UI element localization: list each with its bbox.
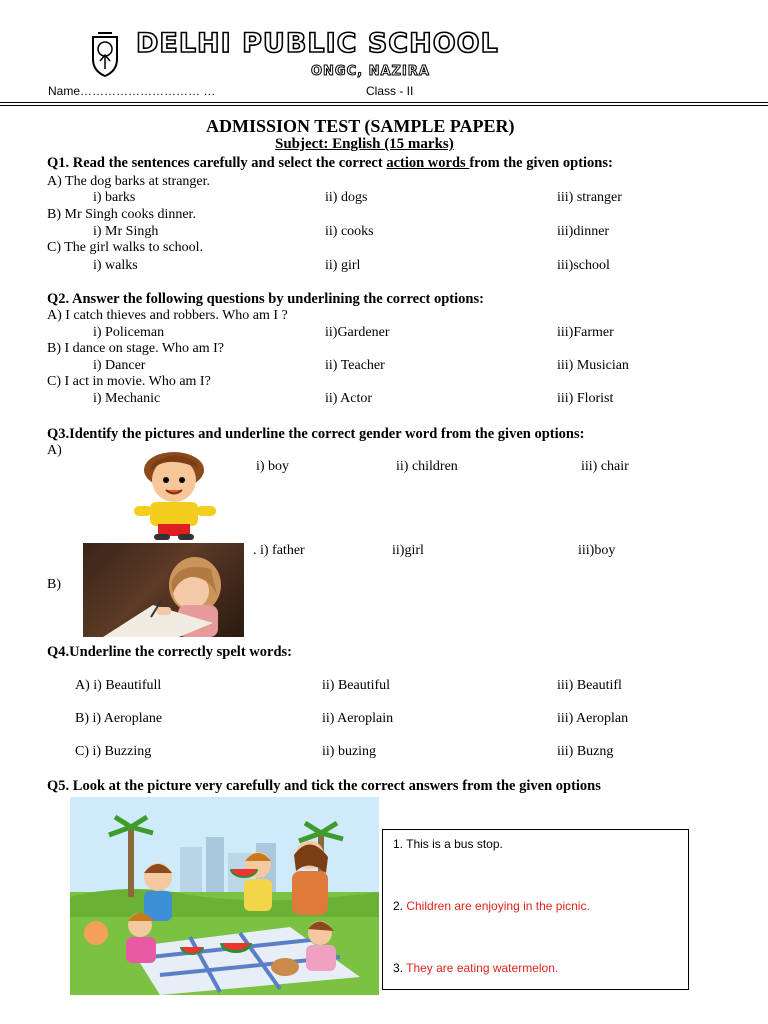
q3-prompt: Q3.Identify the pictures and underline the correct gender word from the given options:: [47, 426, 585, 442]
q4-c-option-1[interactable]: C) i) Buzzing: [75, 744, 152, 759]
name-field: Name………………………… …: [48, 84, 216, 98]
q2-a-option-3[interactable]: iii)Farmer: [557, 325, 614, 340]
q4-c-option-2[interactable]: ii) buzing: [322, 744, 377, 759]
q3-b-option-1[interactable]: . i) father: [253, 543, 305, 558]
q5-answer-1-text: This is a bus stop.: [406, 837, 503, 851]
q1-prompt-start: Q1. Read the sentences carefully and select the correct: [47, 155, 387, 171]
q2-sentence-c: C) I act in movie. Who am I?: [47, 374, 211, 389]
q5-answer-1-number: 1.: [393, 837, 407, 851]
q5-answer-2[interactable]: [393, 899, 590, 913]
q2-a-option-1[interactable]: i) Policeman: [93, 325, 165, 340]
header-rule-2: [0, 105, 768, 106]
q5-answer-2-number: 2.: [393, 899, 407, 913]
school-logo-icon: [90, 31, 120, 77]
q5-answer-3-text: They are eating watermelon.: [406, 961, 559, 975]
girl-picture: [83, 543, 244, 637]
q1-a-option-3[interactable]: iii) stranger: [557, 190, 622, 205]
q4-c-option-3[interactable]: iii) Buzng: [557, 744, 614, 759]
q2-b-option-1[interactable]: i) Dancer: [93, 358, 146, 373]
q5-prompt: Q5. Look at the picture very carefully and tick the correct answers from the given options: [47, 778, 601, 794]
q4-prompt: Q4.Underline the correctly spelt words:: [47, 644, 292, 660]
q4-a-option-1[interactable]: A) i) Beautifull: [75, 678, 162, 693]
q1-a-option-1[interactable]: i) barks: [93, 190, 136, 205]
page-title: ADMISSION TEST (SAMPLE PAPER): [206, 116, 515, 136]
q2-b-option-2[interactable]: ii) Teacher: [325, 358, 385, 373]
q1-c-option-3[interactable]: iii)school: [557, 258, 610, 273]
header-rule: [0, 102, 768, 103]
school-branch: ONGC, NAZIRA: [311, 64, 430, 79]
q2-c-option-1[interactable]: i) Mechanic: [93, 391, 161, 406]
q2-a-option-2[interactable]: ii)Gardener: [325, 325, 390, 340]
q2-b-option-3[interactable]: iii) Musician: [557, 358, 629, 373]
class-field: Class - II: [366, 84, 414, 98]
q5-answer-2-text: Children are enjoying in the picnic.: [406, 899, 590, 913]
boy-picture: [124, 450, 236, 542]
q4-a-option-3[interactable]: iii) Beautifl: [557, 678, 622, 693]
q1-prompt-end: from the given options:: [469, 155, 613, 171]
q2-sentence-b: B) I dance on stage. Who am I?: [47, 341, 225, 356]
q3-a-option-1[interactable]: i) boy: [256, 459, 290, 474]
q1-prompt: [47, 155, 613, 172]
q4-b-option-3[interactable]: iii) Aeroplan: [557, 711, 629, 726]
school-name: DELHI PUBLIC SCHOOL: [136, 28, 499, 59]
q4-a-option-2[interactable]: ii) Beautiful: [322, 678, 391, 693]
subject-line: Subject: English (15 marks): [275, 136, 454, 152]
q5-answer-3-number: 3.: [393, 961, 407, 975]
q1-a-option-2[interactable]: ii) dogs: [325, 190, 368, 205]
q3-a-option-3[interactable]: iii) chair: [581, 459, 629, 474]
q1-sentence-a: A) The dog barks at stranger.: [47, 174, 211, 189]
q5-answer-1[interactable]: [393, 837, 503, 851]
q5-answer-3[interactable]: [393, 961, 558, 975]
q3-b-option-2[interactable]: ii)girl: [392, 543, 424, 558]
q1-prompt-underlined: action words: [386, 155, 470, 171]
q1-c-option-1[interactable]: i) walks: [93, 258, 138, 273]
q1-b-option-2[interactable]: ii) cooks: [325, 224, 374, 239]
q2-c-option-2[interactable]: ii) Actor: [325, 391, 373, 406]
q2-c-option-3[interactable]: iii) Florist: [557, 391, 614, 406]
q1-b-option-3[interactable]: iii)dinner: [557, 224, 610, 239]
q3-a-option-2[interactable]: ii) children: [396, 459, 458, 474]
q1-c-option-2[interactable]: ii) girl: [325, 258, 361, 273]
q2-prompt: Q2. Answer the following questions by underlining the correct options:: [47, 291, 484, 307]
picnic-picture: [70, 797, 379, 995]
q3-label-b: B): [47, 577, 61, 592]
q3-b-option-3[interactable]: iii)boy: [578, 543, 616, 558]
q1-b-option-1[interactable]: i) Mr Singh: [93, 224, 159, 239]
q4-b-option-1[interactable]: B) i) Aeroplane: [75, 711, 163, 726]
q3-label-a: A): [47, 443, 62, 458]
q4-b-option-2[interactable]: ii) Aeroplain: [322, 711, 394, 726]
school-logo: [90, 31, 120, 77]
q1-sentence-b: B) Mr Singh cooks dinner.: [47, 207, 196, 222]
q2-sentence-a: A) I catch thieves and robbers. Who am I ?: [47, 308, 288, 323]
q1-sentence-c: C) The girl walks to school.: [47, 240, 204, 255]
